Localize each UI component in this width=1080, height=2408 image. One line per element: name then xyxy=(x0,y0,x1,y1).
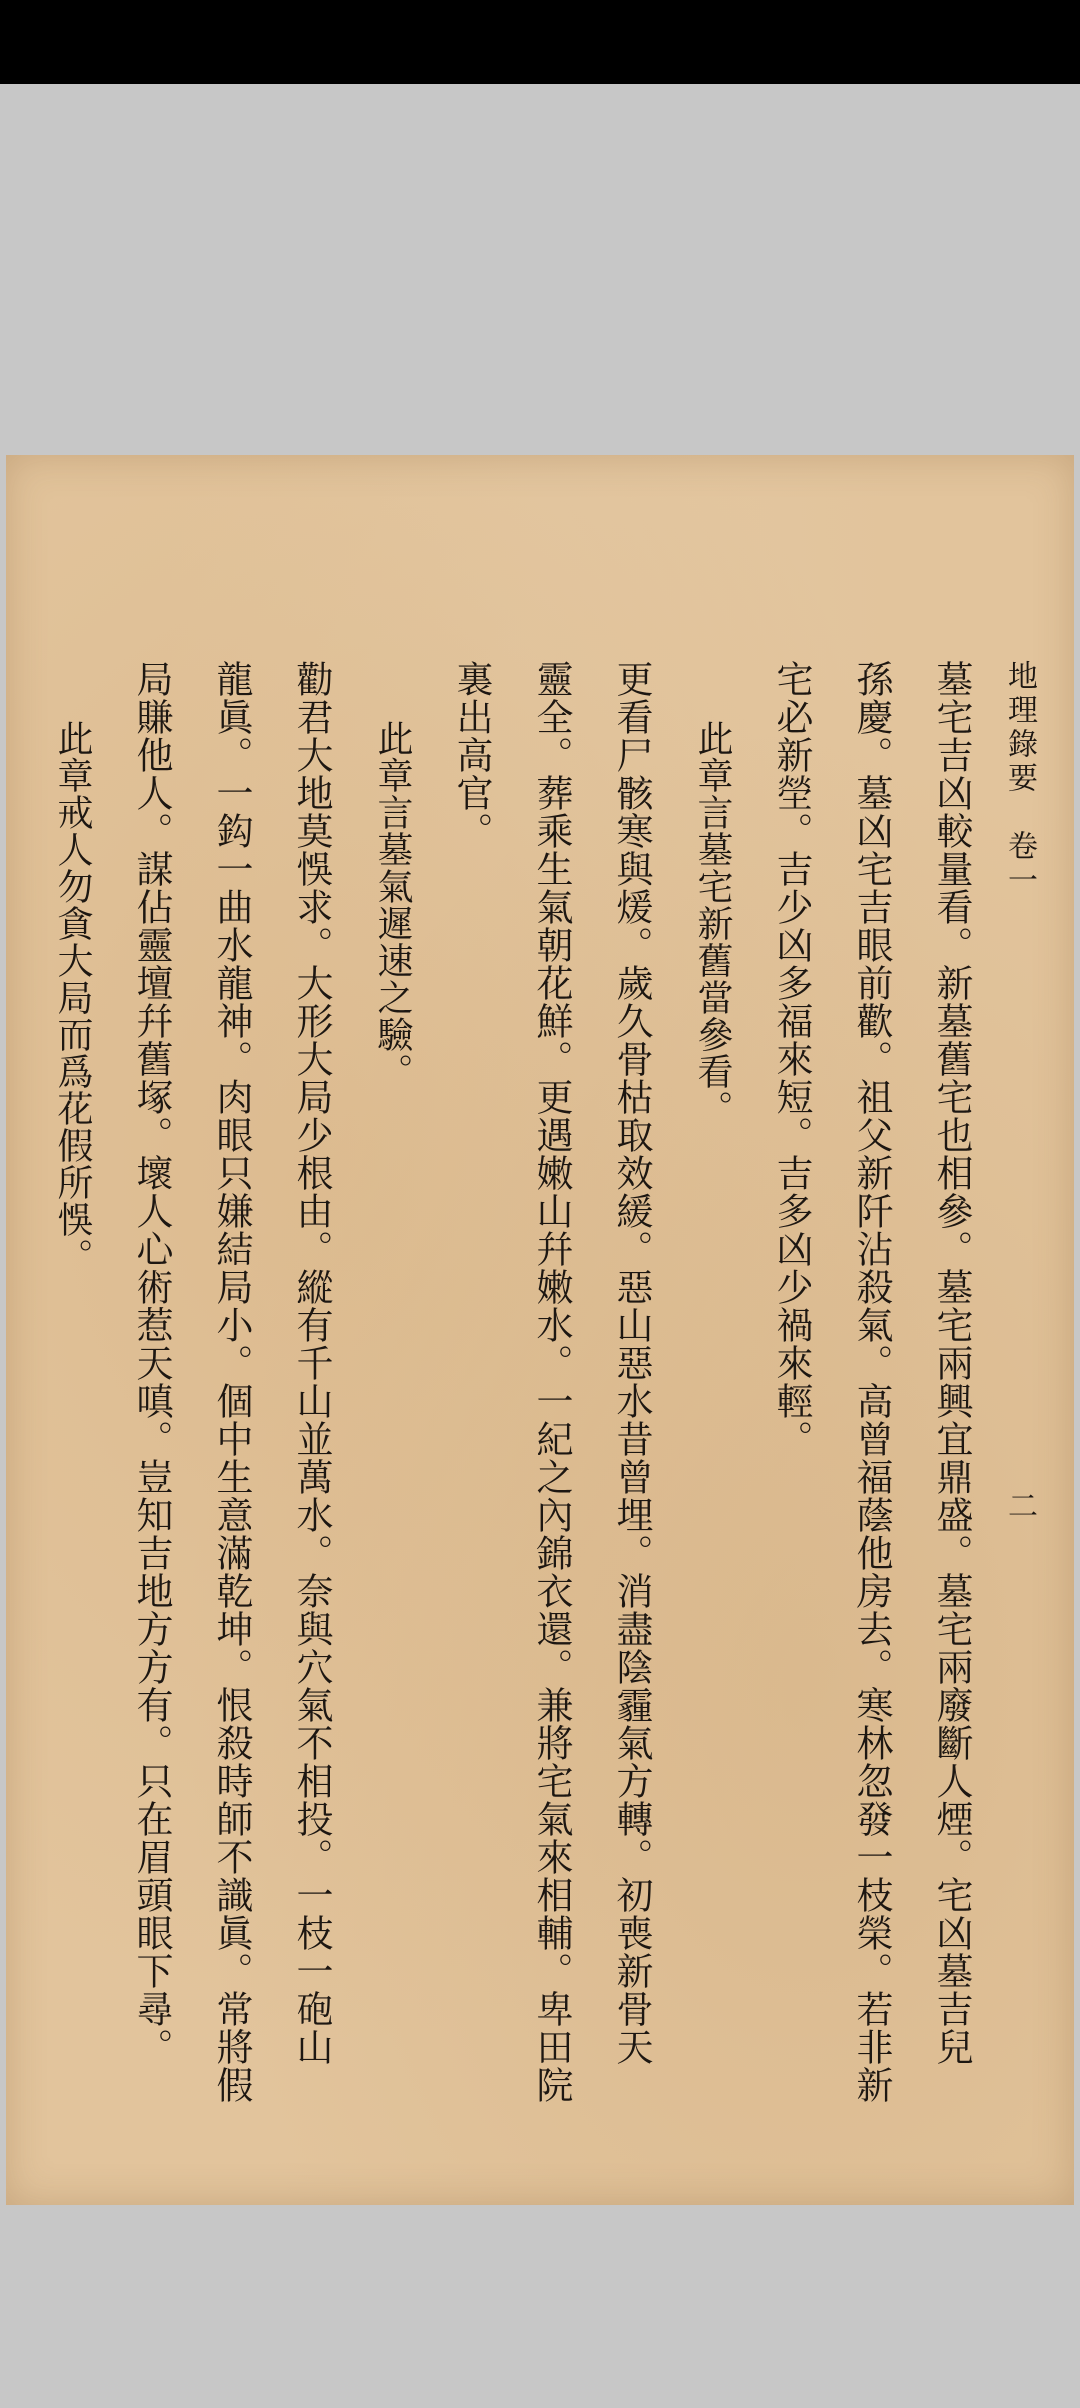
status-bar xyxy=(0,0,1080,84)
commentary-column: 此章言墓宅新舊當參看。 xyxy=(692,720,733,1127)
text-column: 更看尸骸寒與煖。歲久骨枯取效緩。惡山惡水昔曾埋。消盡陰霾氣方轉。初喪新骨天 xyxy=(610,660,653,2066)
text-column: 龍眞。一鈎一曲水龍神。肉眼只嫌結局小。個中生意滿乾坤。恨殺時師不識眞。常將假 xyxy=(210,660,253,2104)
text-column: 勸君大地莫悞求。大形大局少根由。縱有千山並萬水。奈與穴氣不相投。一枝一砲山 xyxy=(290,660,333,2066)
text-column: 裏出高官。 xyxy=(450,660,493,850)
page-header-title: 地理錄要 卷一 xyxy=(1002,660,1037,898)
page-number: 二 xyxy=(1002,1490,1037,1521)
text-column: 局賺他人。謀佔靈壇幷舊塚。壞人心術惹天嗔。豈知吉地方方有。只在眉頭眼下尋。 xyxy=(130,660,173,2066)
document-viewer[interactable] xyxy=(0,84,1080,2408)
commentary-column: 此章戒人勿貪大局而爲花假所悞。 xyxy=(52,720,93,1275)
text-column: 孫慶。墓凶宅吉眼前歡。祖父新阡沾殺氣。高曾福蔭他房去。寒林忽發一枝榮。若非新 xyxy=(850,660,893,2104)
commentary-column: 此章言墓氣遲速之驗。 xyxy=(372,720,413,1090)
text-column: 靈全。葬乘生氣朝花鮮。更遇嫩山幷嫩水。一紀之內錦衣還。兼將宅氣來相輔。卑田院 xyxy=(530,660,573,2104)
scanned-book-page[interactable] xyxy=(6,455,1074,2205)
text-column: 宅必新塋。吉少凶多福來短。吉多凶少禍來輕。 xyxy=(770,660,813,1458)
text-column: 墓宅吉凶較量看。新墓舊宅也相參。墓宅兩興宜鼎盛。墓宅兩廢斷人煙。宅凶墓吉兒 xyxy=(930,660,973,2066)
